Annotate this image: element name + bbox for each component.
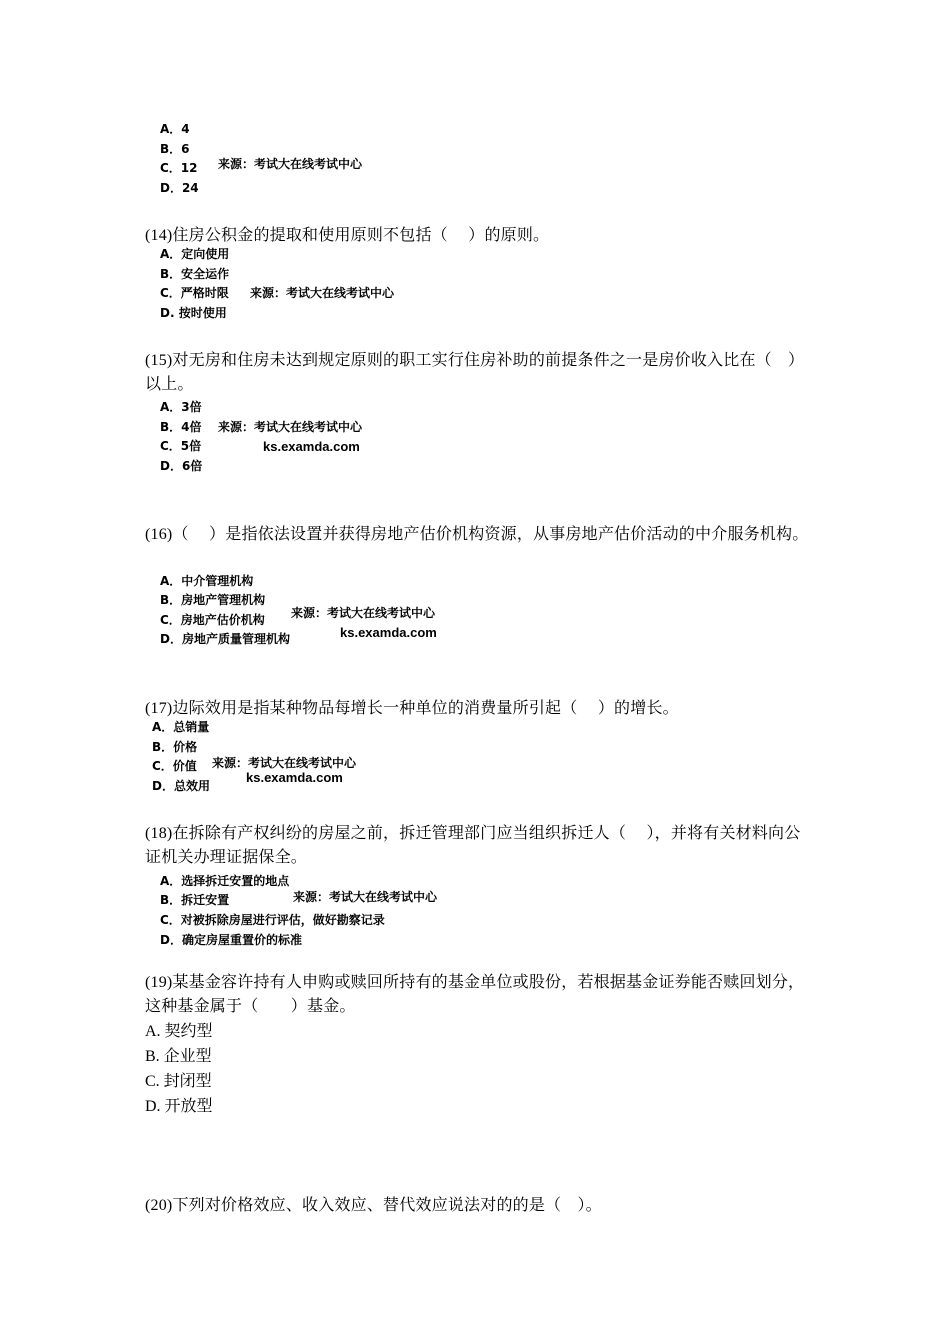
q16-option-b: B．房地产管理机构 <box>160 593 266 607</box>
q14-stem: (14)住房公积金的提取和使用原则不包括（ ）的原则。 <box>145 227 550 244</box>
q19-option-a: A. 契约型 <box>145 1023 213 1040</box>
q14-option-b: B．安全运作 <box>160 267 230 281</box>
q15-option-b: B．4倍 <box>160 420 202 434</box>
q17-source-watermark: 来源：考试大在线考试中心 <box>212 756 357 770</box>
q17-stem: (17)边际效用是指某种物品每增长一种单位的消费量所引起（ ）的增长。 <box>145 700 679 717</box>
q15-url-watermark: ks.examda.com <box>263 439 360 454</box>
q18-option-d: D．确定房屋重置价的标准 <box>160 933 302 947</box>
q18-source-watermark: 来源：考试大在线考试中心 <box>293 890 438 904</box>
q16-option-a: A．中介管理机构 <box>160 574 254 588</box>
q13-option-c: C．12 <box>160 161 198 175</box>
q18-stem: (18)在拆除有产权纠纷的房屋之前，拆迁管理部门应当组织拆迁人（ ），并将有关材料向公证机关办理证据保全。 <box>145 825 801 866</box>
q15-option-c: C．5倍 <box>160 439 202 453</box>
q16-option-d: D．房地产质量管理机构 <box>160 632 290 646</box>
q13-option-a: A．4 <box>160 122 190 136</box>
q19-option-b: B. 企业型 <box>145 1048 212 1065</box>
q17-option-a: A．总销量 <box>152 720 210 734</box>
q18-option-a: A．选择拆迁安置的地点 <box>160 874 290 888</box>
q14-source-watermark: 来源：考试大在线考试中心 <box>250 286 395 300</box>
q14-option-c: C．严格时限 <box>160 286 229 300</box>
q18-option-b: B．拆迁安置 <box>160 893 230 907</box>
q20-stem: (20)下列对价格效应、收入效应、替代效应说法对的的是（ ）。 <box>145 1197 602 1214</box>
q14-option-d: D. 按时使用 <box>160 306 227 320</box>
q19-option-c: C. 封闭型 <box>145 1073 212 1090</box>
q14-option-a: A．定向使用 <box>160 247 230 261</box>
q15-option-d: D．6倍 <box>160 459 203 473</box>
q17-option-b: B．价格 <box>152 740 198 754</box>
q16-stem: (16)（ ）是指依法设置并获得房地产估价机构资源，从事房地产估价活动的中介服务机构。 <box>145 526 809 543</box>
q16-option-c: C．房地产估价机构 <box>160 613 265 627</box>
q15-stem: (15)对无房和住房未达到规定原则的职工实行住房补助的前提条件之一是房价收入比在（ ）以上。 <box>145 352 805 393</box>
q19-option-d: D. 开放型 <box>145 1098 213 1115</box>
q16-source-watermark: 来源：考试大在线考试中心 <box>291 606 436 620</box>
q15-option-a: A．3倍 <box>160 400 202 414</box>
q17-option-c: C．价值 <box>152 759 197 773</box>
q17-option-d: D．总效用 <box>152 779 210 793</box>
q19-stem: (19)某基金容许持有人申购或赎回所持有的基金单位或股份，若根据基金证券能否赎回划分，这种基金属于（ ）基金。 <box>145 974 805 1015</box>
q13-option-b: B．6 <box>160 142 190 156</box>
q16-url-watermark: ks.examda.com <box>340 625 437 640</box>
q15-source-watermark: 来源：考试大在线考试中心 <box>218 420 363 434</box>
q13-source-watermark: 来源：考试大在线考试中心 <box>218 157 363 171</box>
q18-option-c: C．对被拆除房屋进行评估，做好勘察记录 <box>160 913 385 927</box>
q13-option-d: D．24 <box>160 181 199 195</box>
q17-url-watermark: ks.examda.com <box>246 770 343 785</box>
